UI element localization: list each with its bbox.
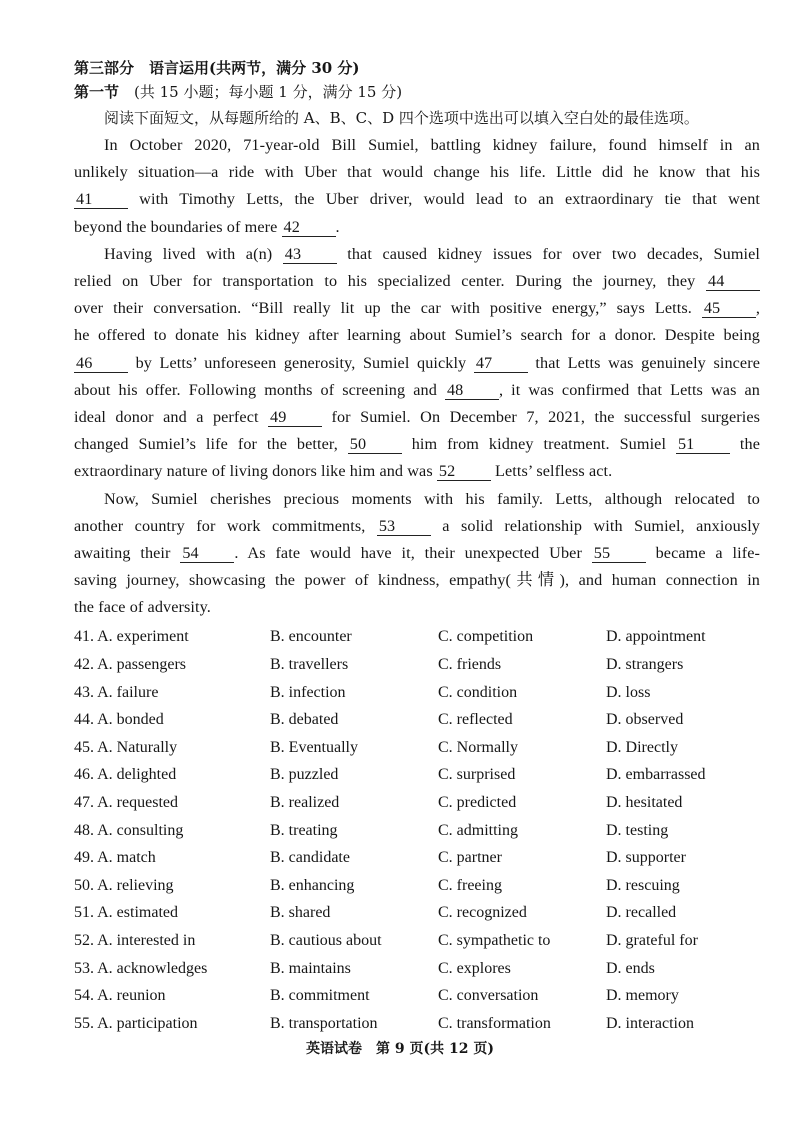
- option-a: [74, 794, 270, 812]
- option-text: D. observed: [606, 711, 684, 729]
- passage-text: the: [729, 435, 760, 454]
- option-text: B. cautious about: [270, 931, 382, 949]
- passage-line: [74, 241, 760, 268]
- option-text: C. admitting: [438, 821, 518, 839]
- question-row-42: [74, 651, 760, 679]
- option-text: C. competition: [438, 628, 534, 646]
- option-d: [606, 1015, 756, 1033]
- option-a: [74, 656, 270, 674]
- option-text: D. rescuing: [606, 876, 680, 894]
- option-text: D. loss: [606, 683, 651, 701]
- option-text: A. delighted: [97, 766, 177, 784]
- option-b: [270, 822, 438, 840]
- passage-text: beyond the boundaries of mere: [74, 217, 282, 236]
- option-text: B. commitment: [270, 987, 370, 1005]
- option-text: A. reunion: [97, 987, 166, 1005]
- page-footer: 英语试卷 第 9 页(共 12 页): [306, 1041, 494, 1057]
- option-c: [438, 822, 606, 840]
- question-row-54: [74, 982, 760, 1010]
- option-text: C. transformation: [438, 1014, 551, 1032]
- section-title: 第三部分 语言运用(共两节，满分 30 分): [74, 59, 360, 77]
- option-b: [270, 766, 438, 784]
- passage-line: [74, 350, 760, 377]
- question-number: 43.: [74, 683, 94, 701]
- option-d: [606, 794, 756, 812]
- option-a: [74, 628, 270, 646]
- option-text: A. estimated: [97, 904, 178, 922]
- option-d: [606, 932, 756, 950]
- option-b: [270, 904, 438, 922]
- question-row-41: [74, 624, 760, 652]
- question-number: 45.: [74, 738, 94, 756]
- option-c: [438, 904, 606, 922]
- blank-42: 42: [282, 218, 336, 237]
- passage-line: [74, 567, 760, 594]
- option-text: C. sympathetic to: [438, 931, 551, 949]
- option-text: A. relieving: [97, 876, 174, 894]
- option-b: [270, 628, 438, 646]
- question-row-53: [74, 955, 760, 983]
- option-a: [74, 877, 270, 895]
- passage-line: [74, 377, 760, 404]
- option-text: A. bonded: [97, 711, 164, 729]
- option-text: A. experiment: [97, 628, 189, 646]
- option-text: A. interested in: [97, 931, 196, 949]
- option-b: [270, 877, 438, 895]
- option-d: [606, 766, 756, 784]
- passage-line: [74, 132, 760, 159]
- question-number: 41.: [74, 628, 94, 646]
- passage-text: the face of adversity.: [74, 598, 211, 617]
- blank-51: 51: [676, 435, 730, 454]
- passage-line: [74, 404, 760, 431]
- option-c: [438, 849, 606, 867]
- option-b: [270, 794, 438, 812]
- option-d: [606, 849, 756, 867]
- answer-options: [74, 624, 760, 1038]
- question-number: 53.: [74, 959, 94, 977]
- option-d: [606, 711, 756, 729]
- option-a: [74, 904, 270, 922]
- option-c: [438, 684, 606, 702]
- option-text: A. match: [97, 849, 156, 867]
- option-text: D. ends: [606, 959, 655, 977]
- blank-46: 46: [74, 354, 128, 373]
- option-text: A. passengers: [97, 656, 186, 674]
- option-b: [270, 849, 438, 867]
- passage-text: .: [335, 217, 340, 236]
- passage-text: that caused kidney issues for over two decades, Sumiel: [336, 244, 760, 263]
- option-d: [606, 656, 756, 674]
- option-text: B. infection: [270, 683, 346, 701]
- question-number: 55.: [74, 1014, 94, 1032]
- option-text: C. Normally: [438, 738, 518, 756]
- option-a: [74, 822, 270, 840]
- passage-text: ,: [755, 299, 760, 318]
- passage-text: . As fate would have it, their unexpected Uber: [234, 544, 592, 563]
- question-number: 44.: [74, 711, 94, 729]
- passage-text: a solid relationship with Sumiel, anxiously: [430, 516, 760, 535]
- question-row-52: [74, 927, 760, 955]
- blank-54: 54: [180, 544, 234, 563]
- question-number: 49.: [74, 849, 94, 867]
- option-b: [270, 684, 438, 702]
- option-c: [438, 656, 606, 674]
- question-row-47: [74, 789, 760, 817]
- passage-text: became a life-: [645, 544, 761, 563]
- question-row-45: [74, 734, 760, 762]
- option-text: D. strangers: [606, 656, 684, 674]
- passage-text: for Sumiel. On December 7, 2021, the successful surgeries: [322, 408, 761, 427]
- option-text: B. candidate: [270, 849, 350, 867]
- question-number: 48.: [74, 821, 94, 839]
- option-c: [438, 987, 606, 1005]
- passage-line: [74, 159, 760, 186]
- passage-line: [74, 594, 760, 621]
- option-b: [270, 711, 438, 729]
- option-b: [270, 960, 438, 978]
- passage-text: he offered to donate his kidney after learning about Sumiel’s search for a donor. Despite being: [74, 326, 760, 345]
- option-text: C. condition: [438, 683, 518, 701]
- passage-paragraph-1: [74, 132, 760, 241]
- question-row-50: [74, 872, 760, 900]
- passage-line: [74, 295, 760, 322]
- option-a: [74, 960, 270, 978]
- option-c: [438, 739, 606, 757]
- option-text: A. consulting: [97, 821, 184, 839]
- option-text: D. testing: [606, 821, 669, 839]
- passage-text: Letts’ selfless act.: [490, 462, 613, 481]
- passage-text: unlikely situation—a ride with Uber that would change his life. Little did he know that his: [74, 163, 760, 182]
- question-number: 42.: [74, 656, 94, 674]
- option-text: B. travellers: [270, 656, 349, 674]
- option-text: D. recalled: [606, 904, 677, 922]
- question-number: 50.: [74, 876, 94, 894]
- option-text: D. grateful for: [606, 931, 698, 949]
- option-c: [438, 766, 606, 784]
- passage-text: another country for work commitments,: [74, 516, 377, 535]
- blank-52: 52: [437, 462, 491, 481]
- passage-text: awaiting their: [74, 544, 181, 563]
- blank-55: 55: [592, 544, 646, 563]
- question-row-48: [74, 817, 760, 845]
- option-text: C. conversation: [438, 987, 539, 1005]
- option-text: D. memory: [606, 987, 679, 1005]
- option-b: [270, 1015, 438, 1033]
- option-text: A. requested: [97, 794, 178, 812]
- question-number: 54.: [74, 987, 94, 1005]
- option-b: [270, 739, 438, 757]
- question-row-44: [74, 706, 760, 734]
- option-text: D. supporter: [606, 849, 686, 867]
- option-text: A. Naturally: [97, 738, 178, 756]
- option-a: [74, 766, 270, 784]
- option-d: [606, 904, 756, 922]
- passage-line: [74, 322, 760, 349]
- option-a: [74, 849, 270, 867]
- question-row-46: [74, 762, 760, 790]
- option-d: [606, 987, 756, 1005]
- question-number: 47.: [74, 794, 94, 812]
- option-c: [438, 711, 606, 729]
- passage-text: that Letts was genuinely sincere: [527, 353, 760, 372]
- option-text: B. realized: [270, 794, 340, 812]
- option-c: [438, 960, 606, 978]
- passage-text: extraordinary nature of living donors like him and was: [74, 462, 437, 481]
- passage-text: In October 2020, 71-year-old Bill Sumiel, battling kidney failure, found himself in an: [104, 136, 760, 154]
- option-a: [74, 987, 270, 1005]
- option-c: [438, 794, 606, 812]
- option-text: B. Eventually: [270, 738, 358, 756]
- option-c: [438, 877, 606, 895]
- question-number: 52.: [74, 931, 94, 949]
- option-text: B. shared: [270, 904, 331, 922]
- option-d: [606, 960, 756, 978]
- passage-paragraph-3: [74, 486, 760, 622]
- option-text: B. debated: [270, 711, 339, 729]
- blank-44: 44: [706, 272, 760, 291]
- option-text: B. encounter: [270, 628, 352, 646]
- option-text: C. friends: [438, 656, 502, 674]
- question-number: 46.: [74, 766, 94, 784]
- passage-line: [74, 214, 760, 241]
- option-text: B. puzzled: [270, 766, 339, 784]
- option-text: D. hesitated: [606, 794, 683, 812]
- option-b: [270, 656, 438, 674]
- blank-50: 50: [348, 435, 402, 454]
- passage-line: [74, 431, 760, 458]
- option-text: C. surprised: [438, 766, 516, 784]
- option-text: D. Directly: [606, 738, 678, 756]
- blank-49: 49: [268, 408, 322, 427]
- option-text: A. participation: [97, 1014, 198, 1032]
- blank-47: 47: [474, 354, 528, 373]
- option-text: D. embarrassed: [606, 766, 706, 784]
- blank-48: 48: [445, 381, 499, 400]
- passage-paragraph-2: [74, 241, 760, 486]
- passage-line: [74, 540, 760, 567]
- option-text: B. treating: [270, 821, 338, 839]
- subsection-scoring: (共 15 小题；每小题 1 分，满分 15 分): [119, 83, 403, 101]
- option-text: A. failure: [97, 683, 159, 701]
- question-row-43: [74, 679, 760, 707]
- passage-line: [74, 458, 760, 485]
- option-a: [74, 1015, 270, 1033]
- option-text: C. explores: [438, 959, 511, 977]
- option-text: B. maintains: [270, 959, 351, 977]
- option-b: [270, 987, 438, 1005]
- passage-text: ideal donor and a perfect: [74, 408, 269, 427]
- passage-text: relied on Uber for transportation to his specialized center. During the journey, they: [74, 272, 706, 291]
- option-c: [438, 932, 606, 950]
- blank-45: 45: [702, 299, 756, 318]
- passage-line: [74, 186, 760, 213]
- option-c: [438, 628, 606, 646]
- option-text: D. appointment: [606, 628, 706, 646]
- option-text: C. recognized: [438, 904, 527, 922]
- option-c: [438, 1015, 606, 1033]
- option-a: [74, 684, 270, 702]
- option-a: [74, 711, 270, 729]
- passage-text: Having lived with a(n): [104, 244, 283, 263]
- option-text: C. predicted: [438, 794, 517, 812]
- option-text: C. freeing: [438, 876, 502, 894]
- passage-text: by Letts’ unforeseen generosity, Sumiel quickly: [128, 353, 474, 372]
- option-d: [606, 822, 756, 840]
- passage-text: over their conversation. “Bill really lit up the car with positive energy,” says Letts.: [74, 299, 702, 318]
- option-d: [606, 628, 756, 646]
- passage-text: , it was confirmed that Letts was an: [498, 380, 761, 399]
- passage-text: about his offer. Following months of screening and: [74, 380, 445, 399]
- passage-text: changed Sumiel’s life for the better,: [74, 435, 348, 454]
- option-text: D. interaction: [606, 1014, 694, 1032]
- passage-line: [74, 513, 760, 540]
- passage-text: saving journey, showcasing the power of kindness, empathy(共情), and human connection in: [74, 571, 760, 590]
- option-text: A. acknowledges: [97, 959, 208, 977]
- blank-41: 41: [74, 190, 128, 209]
- passage-text: Now, Sumiel cherishes precious moments with his family. Letts, although relocated to: [104, 489, 760, 508]
- subsection-title: [74, 80, 760, 104]
- blank-43: 43: [283, 245, 337, 264]
- passage-line: [74, 486, 760, 513]
- passage-text: him from kidney treatment. Sumiel: [401, 435, 676, 454]
- option-text: B. transportation: [270, 1014, 378, 1032]
- option-d: [606, 684, 756, 702]
- question-row-55: [74, 1010, 760, 1038]
- option-text: C. reflected: [438, 711, 513, 729]
- option-d: [606, 877, 756, 895]
- option-text: C. partner: [438, 849, 502, 867]
- question-row-49: [74, 844, 760, 872]
- option-a: [74, 932, 270, 950]
- instructions: 阅读下面短文，从每题所给的 A、B、C、D 四个选项中选出可以填入空白处的最佳选项。: [104, 109, 699, 127]
- blank-53: 53: [377, 517, 431, 536]
- question-number: 51.: [74, 904, 94, 922]
- option-d: [606, 739, 756, 757]
- passage-line: [74, 268, 760, 295]
- option-b: [270, 932, 438, 950]
- option-text: B. enhancing: [270, 876, 355, 894]
- passage-text: with Timothy Letts, the Uber driver, would lead to an extraordinary tie that went: [128, 190, 760, 209]
- subsection-label: 第一节: [74, 83, 120, 101]
- option-a: [74, 739, 270, 757]
- question-row-51: [74, 900, 760, 928]
